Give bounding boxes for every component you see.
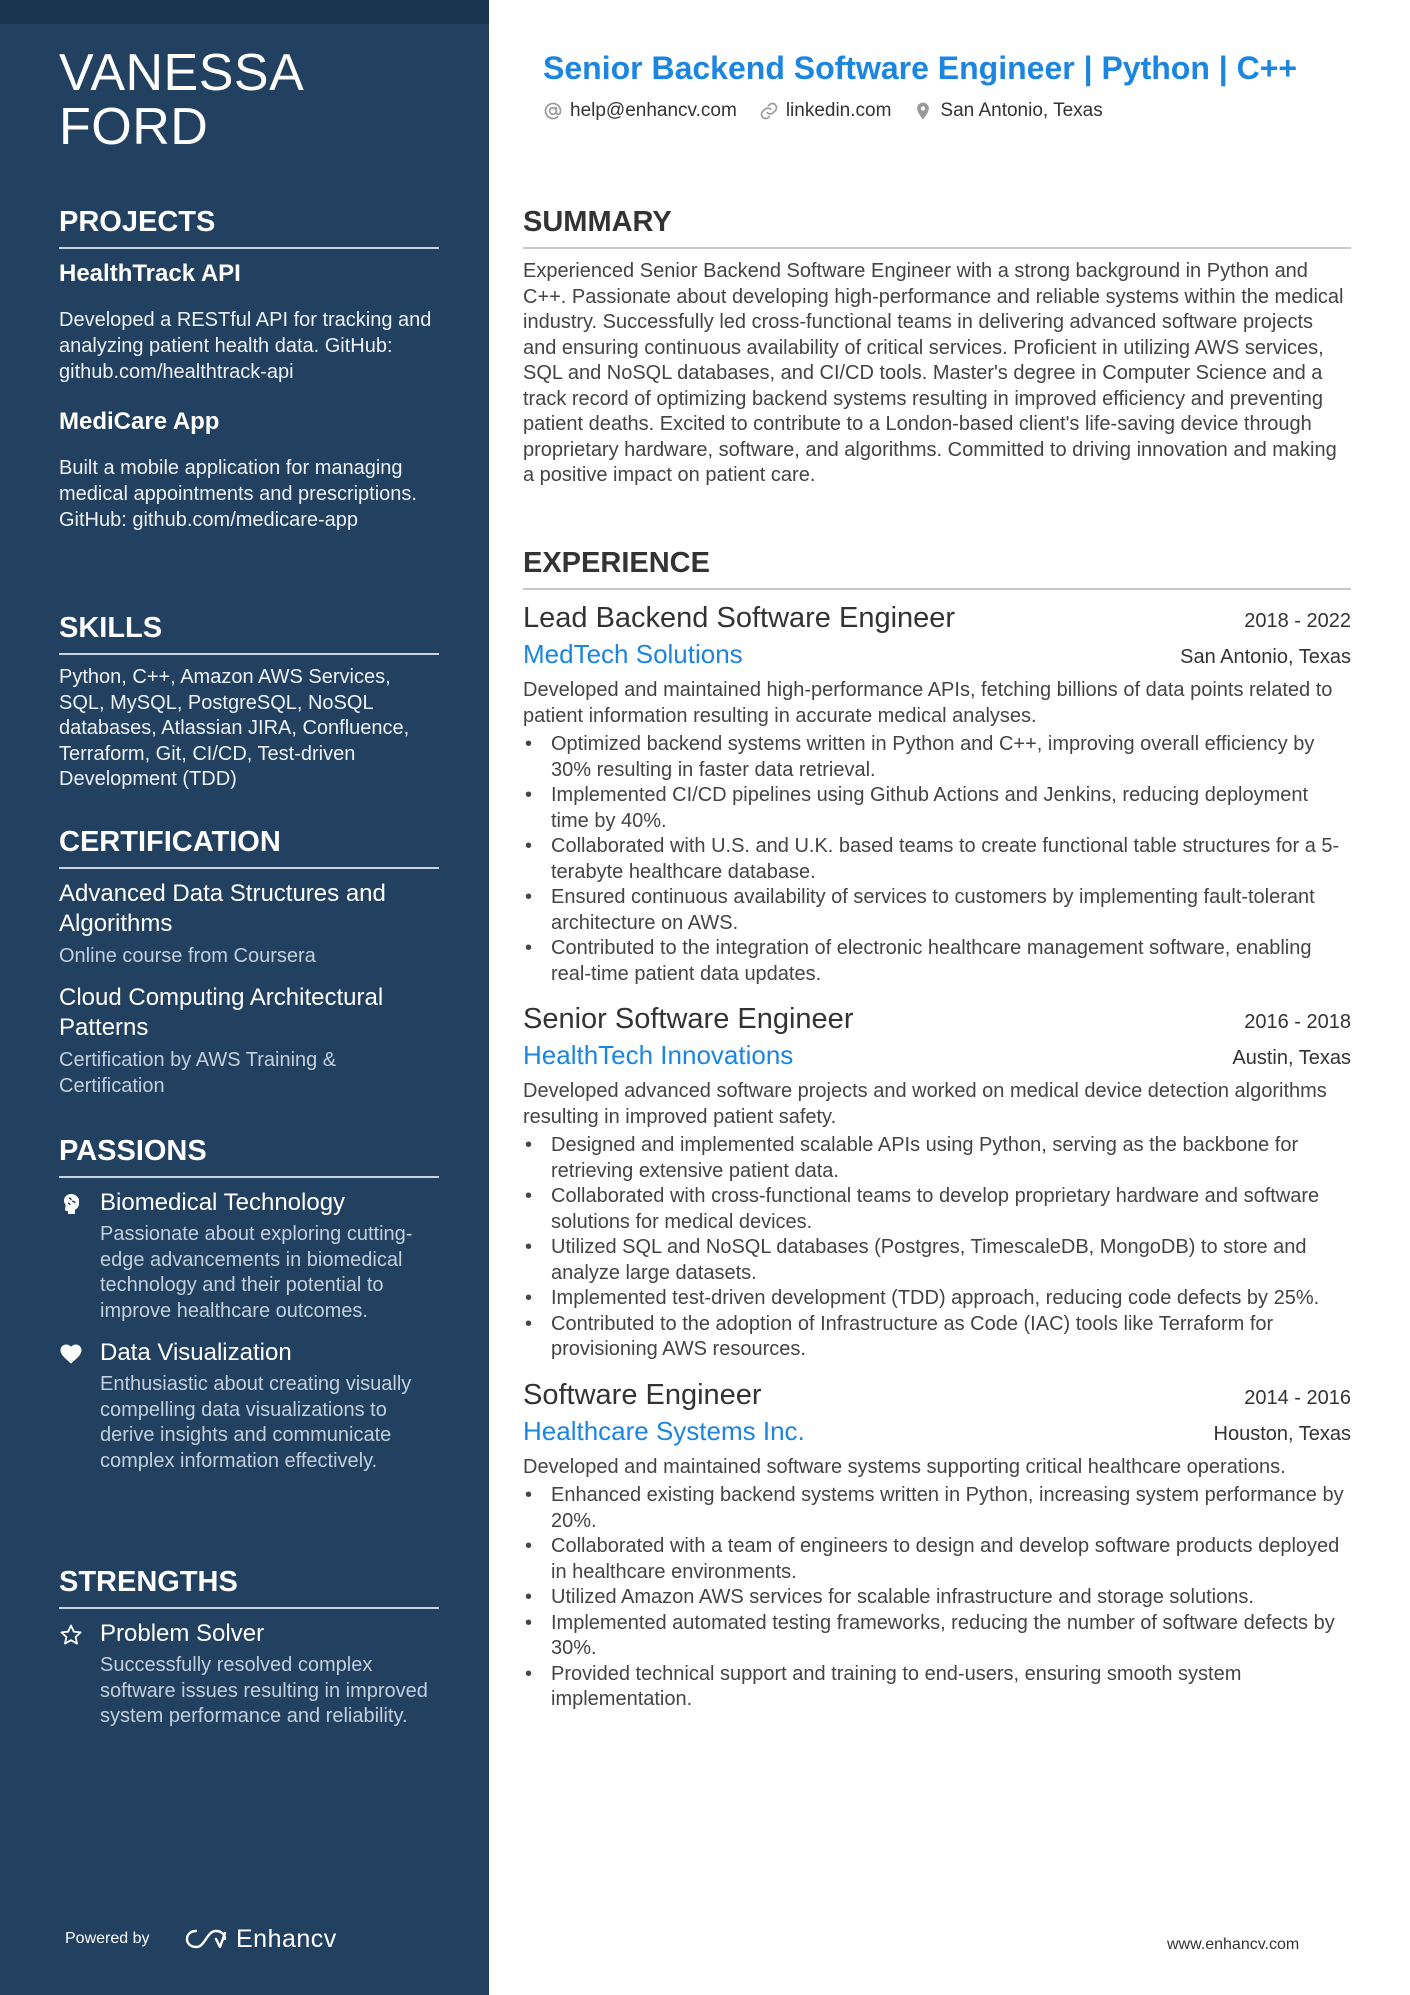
email-text: help@enhancv.com bbox=[570, 100, 737, 121]
job-bullet: • Utilized Amazon AWS services for scalable infrastructure and storage solutions. bbox=[523, 1585, 1351, 1611]
job-bullets bbox=[523, 1133, 1351, 1363]
project-title: HealthTrack API bbox=[59, 260, 241, 287]
skills-section bbox=[59, 611, 439, 793]
job-company: HealthTech Innovations bbox=[523, 1040, 794, 1070]
projects-section bbox=[59, 205, 439, 555]
sidebar-top-band bbox=[0, 0, 489, 24]
projects-heading: PROJECTS bbox=[59, 205, 439, 249]
passion-description: Enthusiastic about creating visually compelling data visualizations to derive insights and communicate complex information effectively. bbox=[100, 1373, 412, 1472]
passion-item bbox=[59, 1338, 439, 1474]
passion-title: Data Visualization bbox=[100, 1339, 292, 1366]
project-title: MediCare App bbox=[59, 408, 220, 435]
certification-item bbox=[59, 983, 439, 1099]
main-content bbox=[489, 0, 1410, 1995]
job-bullet: • Provided technical support and training to end-users, ensuring smooth system implementation. bbox=[523, 1662, 1351, 1713]
job-bullet: • Contributed to the integration of electronic healthcare management software, enabling real-time patient data updates. bbox=[523, 936, 1351, 987]
project-description: Developed a RESTful API for tracking and analyzing patient health data. GitHub: github.com/healthtrack-api bbox=[59, 309, 432, 383]
certification-description: Online course from Coursera bbox=[59, 945, 316, 967]
passions-section bbox=[59, 1134, 439, 1488]
job-dates: 2016 - 2018 bbox=[1244, 1011, 1351, 1033]
headline-title: Senior Backend Software Engineer | Python | C++ bbox=[543, 50, 1298, 86]
certification-section bbox=[59, 825, 439, 1113]
job-description: Developed and maintained software systems supporting critical healthcare operations. bbox=[523, 1455, 1286, 1478]
project-description: Built a mobile application for managing medical appointments and prescriptions. GitHub: github.com/medicare-app bbox=[59, 457, 417, 531]
job-bullet: • Optimized backend systems written in Python and C++, improving overall efficiency by 30% resulting in faster data retrieval. bbox=[523, 732, 1351, 783]
skills-list: Python, C++, Amazon AWS Services, SQL, MySQL, PostgreSQL, NoSQL databases, Atlassian JIRA, Confluence, Terraform, Git, CI/CD, Test-driven Development (TDD) bbox=[59, 666, 410, 790]
summary-section bbox=[523, 205, 1351, 489]
enhancv-brand: Enhancv bbox=[236, 1924, 337, 1953]
job-description: Developed advanced software projects and worked on medical device detection algorithms resulting in improved patient safety. bbox=[523, 1080, 1327, 1128]
job-bullet: • Collaborated with U.S. and U.K. based teams to create functional table structures for a 5-terabyte healthcare database. bbox=[523, 834, 1351, 885]
job-bullets bbox=[523, 1483, 1351, 1713]
linkedin-text: linkedin.com bbox=[785, 100, 892, 121]
project-item bbox=[59, 407, 439, 533]
enhancv-logo[interactable] bbox=[184, 1924, 337, 1954]
job-bullet: • Ensured continuous availability of services to customers by implementing fault-tolerant architecture on AWS. bbox=[523, 885, 1351, 936]
job-description: Developed and maintained high-performance APIs, fetching billions of data points related to patient information resulting in accurate medical analyses. bbox=[523, 679, 1333, 727]
location-text: San Antonio, Texas bbox=[940, 100, 1103, 121]
certification-item bbox=[59, 879, 439, 969]
job-entry bbox=[523, 1001, 1351, 1363]
job-company: Healthcare Systems Inc. bbox=[523, 1415, 805, 1446]
star-icon bbox=[59, 1623, 83, 1647]
job-bullet: • Implemented automated testing frameworks, reducing the number of software defects by 30%. bbox=[523, 1611, 1351, 1662]
certification-title: Advanced Data Structures and Algorithms bbox=[59, 880, 386, 937]
contact-row bbox=[543, 100, 1125, 122]
job-company: MedTech Solutions bbox=[523, 639, 743, 669]
strength-item bbox=[59, 1619, 439, 1730]
contact-linkedin[interactable] bbox=[759, 100, 892, 122]
passions-heading: PASSIONS bbox=[59, 1134, 439, 1178]
job-bullets bbox=[523, 732, 1351, 987]
summary-heading: SUMMARY bbox=[523, 205, 1351, 249]
job-bullet: • Collaborated with a team of engineers to design and develop software products deployed in healthcare environments. bbox=[523, 1534, 1351, 1585]
passion-item bbox=[59, 1188, 439, 1324]
job-title: Lead Backend Software Engineer bbox=[523, 602, 956, 634]
job-bullet: • Contributed to the adoption of Infrastructure as Code (IAC) tools like Terraform for provisioning AWS resources. bbox=[523, 1312, 1351, 1363]
job-bullet: • Collaborated with cross-functional teams to develop proprietary hardware and software solutions for medical devices. bbox=[523, 1184, 1351, 1235]
certification-description: Certification by AWS Training & Certification bbox=[59, 1049, 337, 1097]
summary-text: Experienced Senior Backend Software Engineer with a strong background in Python and C++. Passionate about developing high-performance and reliable systems within the medical industry. Successfully led cross-functional teams in delivering advanced software projects and ensuring continuous availability of critical services. Proficient in utilizing AWS services, SQL and NoSQL databases, and CI/CD tools. Master's degree in Computer Science and a track record of optimizing backend systems resulting in improved efficiency and preventing patient deaths. Excited to contribute to a London-based client's life-saving device through proprietary hardware, software, and algorithms. Committed to driving innovation and making a positive impact on patient care. bbox=[523, 260, 1344, 486]
job-location: Houston, Texas bbox=[1213, 1422, 1351, 1445]
job-location: Austin, Texas bbox=[1232, 1047, 1351, 1069]
strengths-heading: STRENGTHS bbox=[59, 1565, 439, 1609]
name-last: FORD bbox=[59, 98, 209, 156]
link-icon bbox=[759, 101, 779, 121]
strengths-section bbox=[59, 1565, 439, 1744]
job-title: Senior Software Engineer bbox=[523, 1003, 854, 1035]
job-bullet: • Designed and implemented scalable APIs using Python, serving as the backbone for retrieving extensive patient data. bbox=[523, 1133, 1351, 1184]
footer-site-link[interactable]: www.enhancv.com bbox=[1167, 1936, 1300, 1953]
skills-heading: SKILLS bbox=[59, 611, 439, 655]
job-bullet: • Implemented CI/CD pipelines using Github Actions and Jenkins, reducing deployment time by 40%. bbox=[523, 783, 1351, 834]
certification-title: Cloud Computing Architectural Patterns bbox=[59, 984, 384, 1041]
project-item bbox=[59, 259, 439, 385]
location-pin-icon bbox=[913, 101, 933, 121]
candidate-name bbox=[59, 46, 459, 154]
experience-heading: EXPERIENCE bbox=[523, 546, 1351, 590]
job-bullet: • Utilized SQL and NoSQL databases (Postgres, TimescaleDB, MongoDB) to store and analyze large datasets. bbox=[523, 1235, 1351, 1286]
strength-description: Successfully resolved complex software issues resulting in improved system performance and reliability. bbox=[100, 1654, 428, 1727]
name-first: VANESSA bbox=[59, 44, 305, 102]
certification-heading: CERTIFICATION bbox=[59, 825, 439, 869]
contact-email[interactable] bbox=[543, 100, 737, 122]
contact-location bbox=[913, 100, 1102, 122]
heart-icon bbox=[59, 1342, 83, 1366]
strength-title: Problem Solver bbox=[100, 1620, 265, 1647]
brain-icon bbox=[59, 1192, 83, 1216]
experience-section bbox=[523, 546, 1351, 1727]
passion-description: Passionate about exploring cutting-edge advancements in biomedical technology and their potential to improve healthcare outcomes. bbox=[100, 1223, 413, 1322]
job-entry bbox=[523, 1377, 1351, 1713]
job-dates: 2014 - 2016 bbox=[1244, 1386, 1351, 1409]
job-bullet: • Enhanced existing backend systems written in Python, increasing system performance by 20%. bbox=[523, 1483, 1351, 1534]
job-bullet: • Implemented test-driven development (TDD) approach, reducing code defects by 25%. bbox=[523, 1286, 1351, 1312]
job-location: San Antonio, Texas bbox=[1180, 646, 1351, 668]
at-icon bbox=[543, 101, 563, 121]
job-dates: 2018 - 2022 bbox=[1244, 610, 1351, 632]
sidebar bbox=[0, 0, 489, 1995]
job-title: Software Engineer bbox=[523, 1378, 762, 1411]
enhancv-logo-icon bbox=[184, 1927, 228, 1951]
job-entry bbox=[523, 600, 1351, 987]
passion-title: Biomedical Technology bbox=[100, 1189, 346, 1216]
powered-by-label: Powered by bbox=[65, 1930, 150, 1947]
